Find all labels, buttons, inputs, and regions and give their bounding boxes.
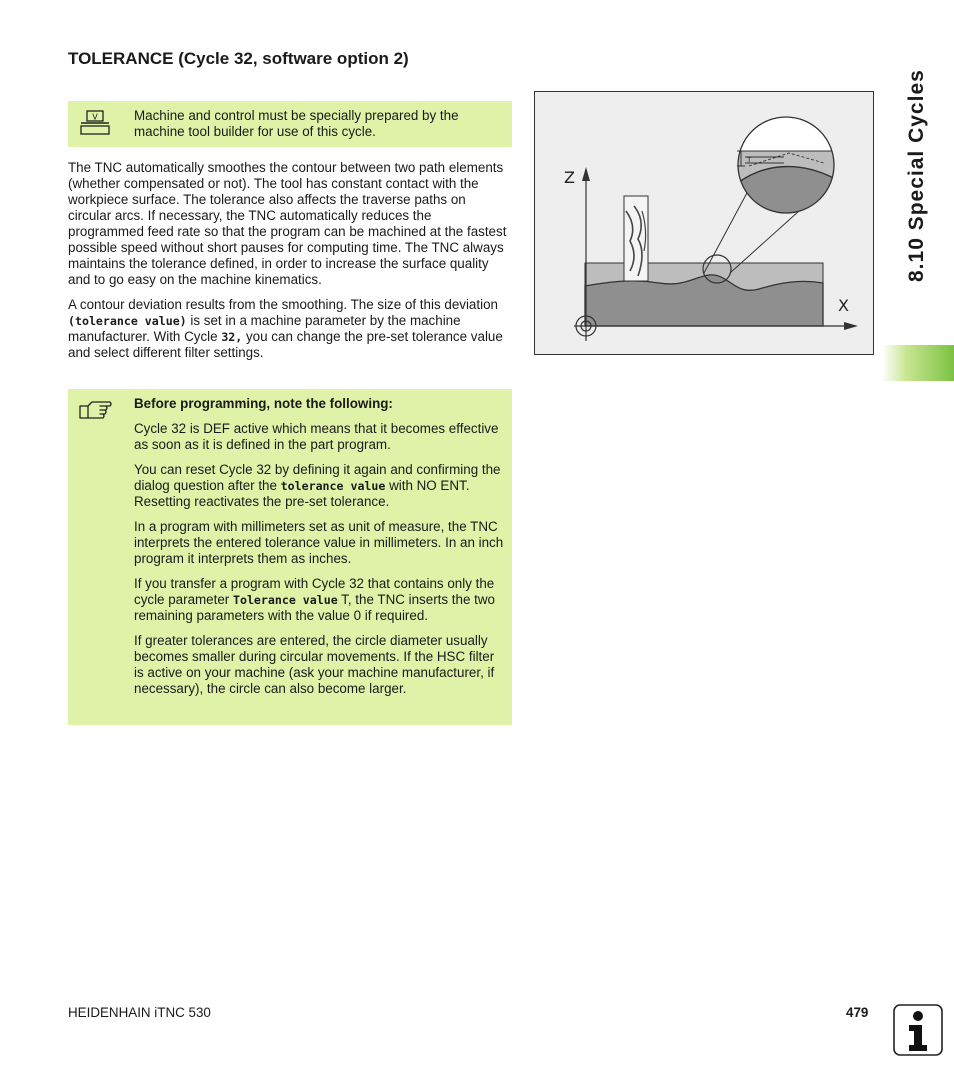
pointing-hand-icon xyxy=(78,397,114,428)
svg-text:V: V xyxy=(92,112,98,122)
note-title: Before programming, note the following: xyxy=(134,396,393,411)
body-paragraph-2: A contour deviation results from the smoothing. The size of this deviation (tolerance value) is set in a machine parameter by the machine manufacturer. With Cycle 32, you can change the pre-set tolerance value and select different filter settings. xyxy=(68,297,503,360)
note-paragraph-1: Cycle 32 is DEF active which means that it becomes effective as soon as it is defined in the part program. xyxy=(134,421,499,452)
note-paragraph-5: If greater tolerances are entered, the circle diameter usually becomes smaller during circular movements. If the HSC filter is active on your machine (ask your machine manufacturer, if necessary), the circle can also become larger. xyxy=(134,633,495,696)
info-icon xyxy=(893,1004,943,1056)
code-tolerance-value-3: Tolerance value xyxy=(232,593,338,607)
tolerance-t-label: T xyxy=(747,156,752,164)
code-tolerance-value-2: tolerance value xyxy=(280,479,386,493)
note-paragraph-3: In a program with millimeters set as unit of measure, the TNC interprets the entered tolerance value in millimeters. In an inch program it interprets them as inches. xyxy=(134,519,504,566)
programming-note-text xyxy=(134,396,506,706)
machine-note-text: Machine and control must be specially prepared by the machine tool builder for use of this cycle. xyxy=(134,108,459,139)
body-text xyxy=(68,160,510,370)
machine-note-box xyxy=(68,101,512,147)
code-cycle-32: 32, xyxy=(221,330,243,344)
note-paragraph-2: You can reset Cycle 32 by defining it again and confirming the dialog question after the tolerance value with NO ENT. Resetting reactivates the pre-set tolerance. xyxy=(134,462,501,509)
page-number: 479 xyxy=(846,1005,869,1020)
chapter-side-title xyxy=(893,20,933,320)
z-axis-label: Z xyxy=(564,168,575,187)
footer-manual-name: HEIDENHAIN iTNC 530 xyxy=(68,1005,211,1020)
machine-tool-icon xyxy=(78,109,112,142)
code-tolerance-value: (tolerance value) xyxy=(68,314,187,328)
programming-note-box xyxy=(68,389,512,725)
note-paragraph-4: If you transfer a program with Cycle 32 that contains only the cycle parameter Tolerance value T, the TNC inserts the two remaining parameters with the value 0 if required. xyxy=(134,576,495,623)
svg-text:8.10 Special Cycles: 8.10 Special Cycles xyxy=(905,69,928,282)
body-paragraph-1: The TNC automatically smoothes the contour between two path elements (whether compensated or not). The tool has constant contact with the workpiece surface. The tolerance also affects the traverse paths on circular arcs. If necessary, the TNC automatically reduces the programmed feed rate so that the program can be machined at the fastest possible speed without short pauses for computing time. The TNC always maintains the tolerance defined, in order to increase the surface quality and to go easy on the machine kinematics. xyxy=(68,160,507,287)
x-axis-label: X xyxy=(838,296,849,315)
tolerance-figure xyxy=(534,91,874,355)
page-heading: TOLERANCE (Cycle 32, software option 2) xyxy=(68,49,409,68)
chapter-tab xyxy=(882,345,954,381)
